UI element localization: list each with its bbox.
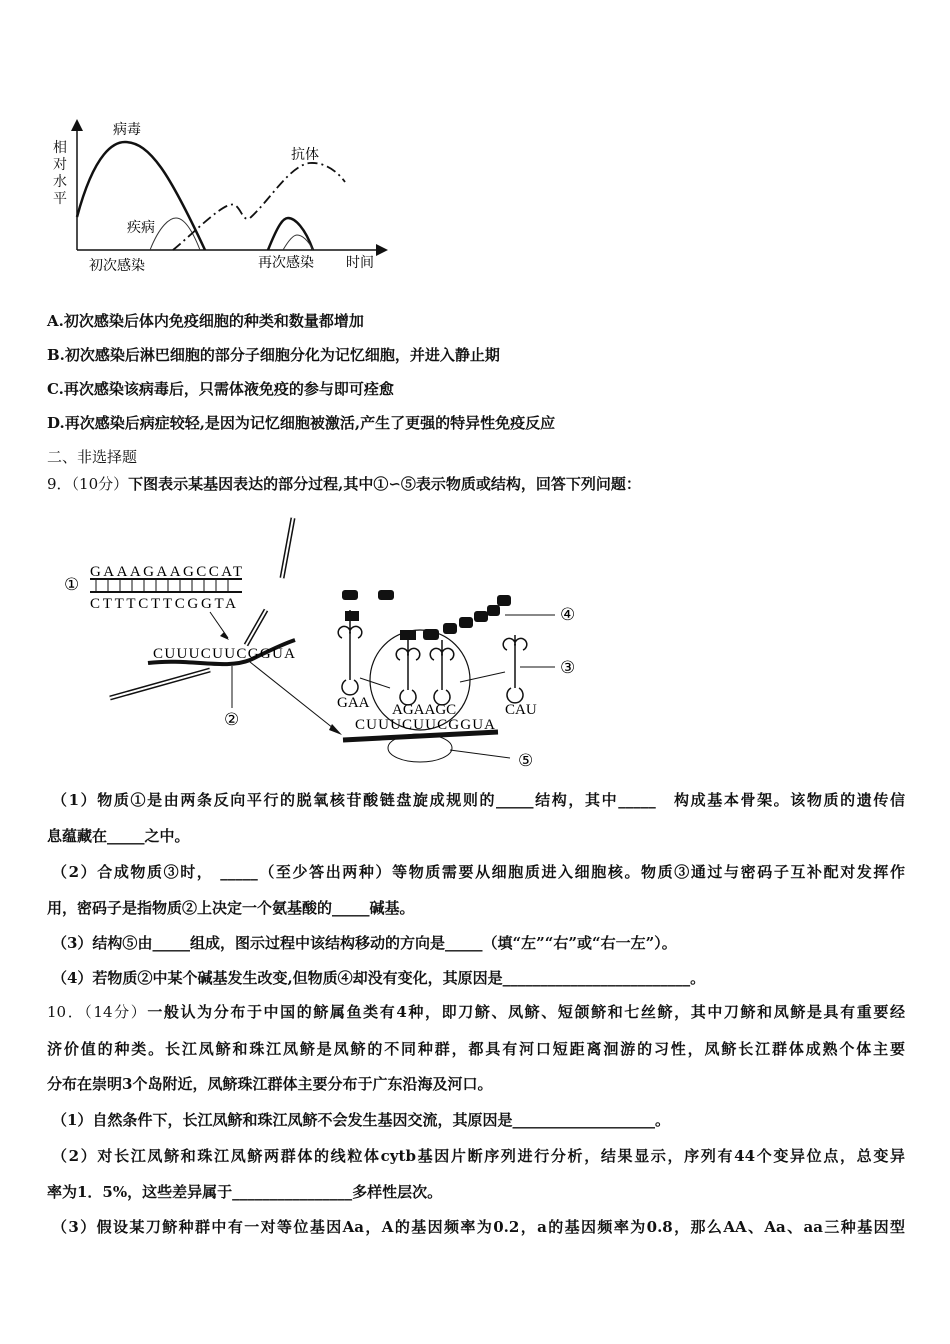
q10-part2-line1: （2）对长江凤鲚和珠江凤鲚两群体的线粒体cytb基因片断序列进行分析，结果显示，序列有44个变异位点，总变异 <box>52 1147 905 1165</box>
option-c <box>47 379 394 399</box>
question-text: 下图表示某基因表达的部分过程,其中①∽⑤表示物质或结构，回答下列问题： <box>128 475 641 493</box>
gene-expression-diagram <box>50 510 610 780</box>
option-b <box>47 345 500 365</box>
mrna-left-sequence: CUUUCUUCGGUA <box>153 646 295 662</box>
q10-stem-line3: 分布在崇明3个岛附近，凤鲚珠江群体主要分布于广东沿海及河口。 <box>47 1075 493 1093</box>
q9-part1-line1: （1）物质①是由两条反向平行的脱氧核苷酸链盘旋成规则的_____结构，其中_____ 构成基本骨架。该物质的遗传信 <box>52 791 905 809</box>
mrna-right-sequence: CUUUCUUCGGUA <box>355 717 495 733</box>
label-1: ① <box>64 575 80 595</box>
anticodon-cau: CAU <box>505 702 537 718</box>
q9-part1-line2: 息蕴藏在_____之中。 <box>47 827 190 845</box>
q10-stem-line2: 济价值的种类。长江凤鲚和珠江凤鲚是凤鲚的不同种群，都具有河口短距离洄游的习性，凤鲚长江群体成熟个体主要 <box>47 1040 905 1058</box>
section-heading: 二、非选择题 <box>47 448 138 466</box>
virus-second-curve <box>268 218 313 250</box>
q9-part3: （3）结构⑤由_____组成，图示过程中该结构移动的方向是_____（填“左”“右”或“右一左”）。 <box>52 934 677 952</box>
label-3: ③ <box>560 658 576 678</box>
anticodon-agaagc: AGAAGC <box>392 702 457 718</box>
trna-molecules <box>338 610 527 705</box>
question-text: 一般认为分布于中国的鲚属鱼类有4种，即刀鲚、凤鲚、短颌鲚和七丝鲚，其中刀鲚和凤鲚是具有重要经 <box>147 1003 905 1021</box>
q10-part3: （3）假设某刀鲚种群中有一对等位基因Aa，A的基因频率为0.2，a的基因频率为0.8，那么AA、Aa、aa三种基因型 <box>52 1218 905 1236</box>
q9-part4: （4）若物质②中某个碱基发生改变,但物质④却没有变化，其原因是_________________________。 <box>52 969 706 987</box>
q9-part2-line2: 用，密码子是指物质②上决定一个氨基酸的_____碱基。 <box>47 899 415 917</box>
label-2: ② <box>224 710 240 730</box>
dna-bottom-strand: CTTTCTTCGGTA <box>90 596 236 612</box>
dna-top-strand: GAAAGAAGCCAT <box>90 564 242 580</box>
graph-time-label: 时间 <box>346 255 374 271</box>
graph-disease-label: 疾病 <box>127 220 155 236</box>
graph-first-infection-label: 初次感染 <box>89 258 145 274</box>
option-d <box>47 413 555 433</box>
option-letter: B. <box>47 346 65 364</box>
graph-y-label: 相对水平 <box>53 140 67 207</box>
q10-part2-line2: 率为1．5%，这些差异属于________________多样性层次。 <box>47 1183 443 1201</box>
dna-double-helix <box>90 564 242 612</box>
anticodon-gaa: GAA <box>337 695 370 711</box>
label-5: ⑤ <box>518 751 534 771</box>
graph-second-infection-label: 再次感染 <box>258 255 314 271</box>
option-text: 初次感染后淋巴细胞的部分子细胞分化为记忆细胞，并进入静止期 <box>64 346 500 364</box>
option-letter: C. <box>47 380 64 398</box>
option-text: 初次感染后体内免疫细胞的种类和数量都增加 <box>63 312 364 330</box>
amino-acid-chain <box>342 590 511 640</box>
q10-stem-line1 <box>47 1002 905 1022</box>
option-a <box>47 311 364 331</box>
option-letter: A. <box>47 312 64 330</box>
label-4: ④ <box>560 605 576 625</box>
question-number: 10．（14分） <box>47 1003 148 1021</box>
graph-virus-label: 病毒 <box>113 122 141 138</box>
q9-part2-line1: （2）合成物质③时， _____（至少答出两种）等物质需要从细胞质进入细胞核。物质③通过与密码子互补配对发挥作 <box>52 863 905 881</box>
q10-part1: （1）自然条件下，长江凤鲚和珠江凤鲚不会发生基因交流，其原因是___________________。 <box>52 1111 670 1129</box>
question-number: 9．（10分） <box>47 475 129 493</box>
option-text: 再次感染该病毒后，只需体液免疫的参与即可痊愈 <box>63 380 394 398</box>
option-letter: D. <box>47 414 65 432</box>
q9-stem <box>47 474 641 494</box>
mrna-right <box>343 732 498 740</box>
graph-antibody-label: 抗体 <box>291 147 319 163</box>
option-text: 再次感染后病症较轻,是因为记忆细胞被激活,产生了更强的特异性免疫反应 <box>64 414 556 432</box>
